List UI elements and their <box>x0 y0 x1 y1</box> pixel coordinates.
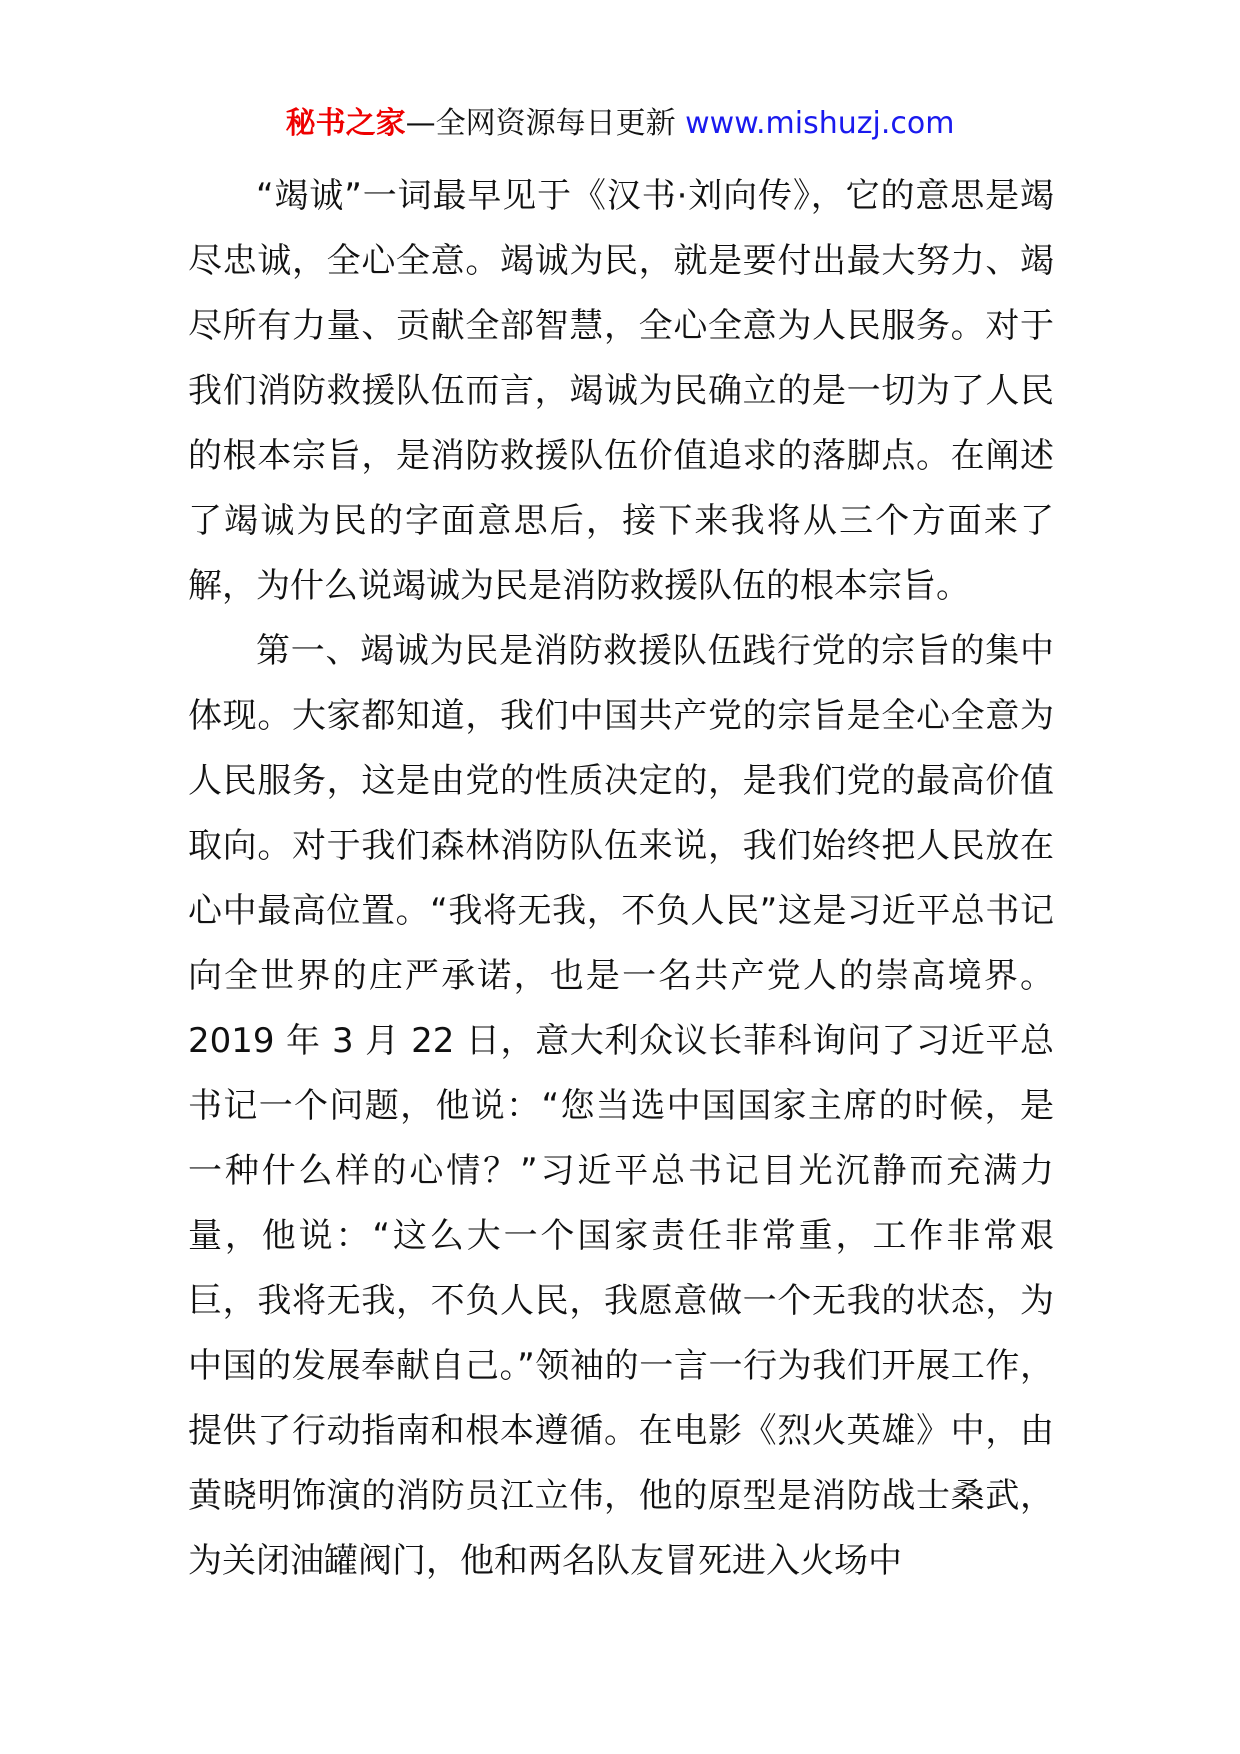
paragraph-first-point: 第一、竭诚为民是消防救援队伍践行党的宗旨的集中体现。大家都知道，我们中国共产党的宗旨是全心全意为人民服务，这是由党的性质决定的，是我们党的最高价值取向。对于我们森林消防队伍来说，我们始终把人民放在心中最高位置。“我将无我，不负人民”这是习近平总书记向全世界的庄严承诺，也是一名共产党人的崇高境界。2019 年 3 月 22 日，意大利众议长菲科询问了习近平总书记一个问题，他说：“您当选中国国家主席的时候，是一种什么样的心情？”习近平总书记目光沉静而充满力量，他说：“这么大一个国家责任非常重，工作非常艰巨，我将无我，不负人民，我愿意做一个无我的状态，为中国的发展奉献自己。”领袖的一言一行为我们开展工作，提供了行动指南和根本遵循。在电影《烈火英雄》中，由黄晓明饰演的消防员江立伟，他的原型是消防战士桑武，为关闭油罐阀门，他和两名队友冒死进入火场中 <box>188 631 1054 1581</box>
site-brand: 秘书之家 <box>285 106 406 141</box>
page-header <box>0 100 1240 148</box>
paragraph-intro: “竭诚”一词最早见于《汉书·刘向传》，它的意思是竭尽忠诚，全心全意。竭诚为民，就是要付出最大努力、竭尽所有力量、贡献全部智慧，全心全意为人民服务。对于我们消防救援队伍而言，竭诚为民确立的是一切为了人民的根本宗旨，是消防救援队伍价值追求的落脚点。在阐述了竭诚为民的字面意思后，接下来我将从三个方面来了解，为什么说竭诚为民是消防救援队伍的根本宗旨。 <box>188 176 1054 606</box>
document-body <box>188 164 1054 1594</box>
site-url-link[interactable]: www.mishuzj.com <box>685 106 955 141</box>
site-tagline: —全网资源每日更新 <box>405 106 686 141</box>
